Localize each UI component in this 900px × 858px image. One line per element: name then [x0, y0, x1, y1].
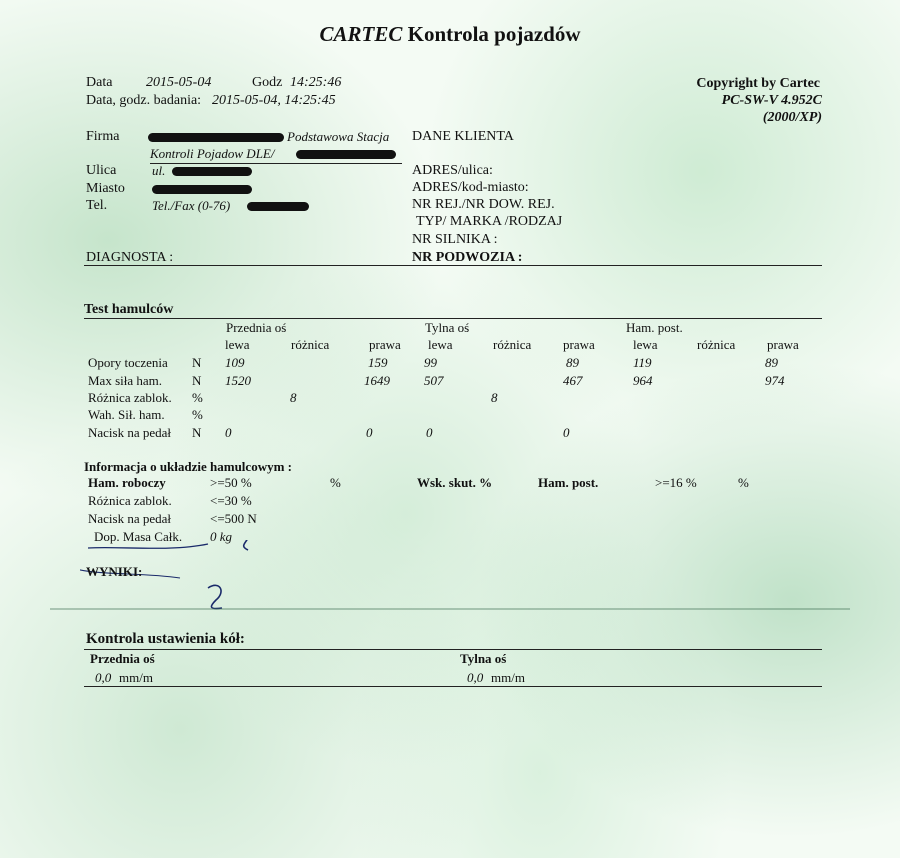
- park-right-value: 974: [765, 373, 785, 388]
- row-unit: N: [192, 355, 202, 370]
- brake-test-title: Test hamulców: [84, 302, 174, 317]
- col-prawa: prawa: [767, 337, 799, 352]
- front-axle-value: 0,0: [95, 670, 112, 685]
- rear-left-value: 0: [426, 425, 433, 440]
- firma-label: Firma: [86, 129, 120, 144]
- wyniki-label: WYNIKI:: [86, 564, 143, 579]
- ham-post-unit: %: [738, 475, 749, 490]
- adres-ulica: ADRES/ulica:: [412, 163, 493, 178]
- group-parking: Ham. post.: [626, 320, 683, 335]
- front-left-value: 109: [225, 355, 245, 370]
- data-value: 2015-05-04: [146, 75, 212, 90]
- front-left-value: 0: [225, 425, 232, 440]
- nacisk-label: Nacisk na pedał: [88, 511, 172, 526]
- front-right-value: 0: [366, 425, 373, 440]
- row-unit: %: [192, 407, 203, 422]
- tel-label: Tel.: [86, 198, 108, 213]
- front-axle-unit: mm/m: [119, 670, 153, 685]
- godz-label: Godz: [252, 75, 283, 90]
- dop-masa-label: Dop. Masa Całk.: [94, 529, 183, 544]
- rear-right-value: 467: [563, 373, 583, 388]
- park-left-value: 119: [633, 355, 652, 370]
- col-prawa: prawa: [369, 337, 401, 352]
- front-axle-label: Przednia oś: [90, 651, 155, 666]
- version: PC-SW-V 4.952C: [721, 93, 822, 108]
- col-lewa: lewa: [428, 337, 453, 352]
- ham-roboczy-unit: %: [330, 475, 341, 490]
- front-diff-value: 8: [290, 390, 297, 405]
- badania-value: 2015-05-04, 14:25:45: [212, 93, 336, 108]
- ham-post-label: Ham. post.: [538, 475, 599, 490]
- firma-line2: Kontroli Pojadow DLE/: [150, 146, 275, 161]
- godz-value: 14:25:46: [290, 75, 342, 90]
- row-unit: N: [192, 373, 202, 388]
- row-label: Nacisk na pedał: [88, 425, 172, 440]
- miasto-label: Miasto: [86, 181, 125, 196]
- row-label: Max siła ham.: [88, 373, 163, 388]
- adres-kod: ADRES/kod-miasto:: [412, 180, 529, 195]
- rear-axle-unit: mm/m: [491, 670, 525, 685]
- rear-right-value: 0: [563, 425, 570, 440]
- park-left-value: 964: [633, 373, 653, 388]
- row-label: Wah. Sił. ham.: [88, 407, 165, 422]
- rear-axle-value: 0,0: [467, 670, 484, 685]
- ulica-label: Ulica: [86, 163, 117, 178]
- data-label: Data: [86, 75, 113, 90]
- rear-diff-value: 8: [491, 390, 498, 405]
- col-prawa: prawa: [563, 337, 595, 352]
- rear-right-value: 89: [566, 355, 579, 370]
- info-title: Informacja o układzie hamulcowym :: [84, 459, 292, 474]
- front-left-value: 1520: [225, 373, 251, 388]
- nacisk-value: <=500 N: [210, 511, 257, 526]
- col-roznica: różnica: [291, 337, 330, 352]
- park-right-value: 89: [765, 355, 778, 370]
- roznica-value: <=30 %: [210, 493, 252, 508]
- firma-value: Podstawowa Stacja: [287, 129, 390, 144]
- group-front: Przednia oś: [226, 320, 287, 335]
- group-rear: Tylna oś: [425, 320, 470, 335]
- nr-silnika: NR SILNIKA :: [412, 232, 498, 247]
- col-roznica: różnica: [493, 337, 532, 352]
- redaction-mark: [247, 202, 309, 211]
- document-title: [0, 22, 900, 47]
- diagnosta-label: DIAGNOSTA :: [86, 250, 174, 265]
- row-unit: %: [192, 390, 203, 405]
- rear-axle-label: Tylna oś: [460, 651, 507, 666]
- wheel-title: Kontrola ustawienia kół:: [86, 631, 245, 647]
- os-version: (2000/XP): [762, 110, 822, 125]
- redaction-mark: [152, 185, 252, 194]
- ham-roboczy-label: Ham. roboczy: [88, 475, 166, 490]
- roznica-label: Różnica zablok.: [88, 493, 172, 508]
- ham-post-value: >=16 %: [655, 475, 697, 490]
- rear-left-value: 507: [424, 373, 444, 388]
- wsk-skut: Wsk. skut. %: [417, 475, 493, 490]
- ham-roboczy-value: >=50 %: [210, 475, 252, 490]
- front-right-value: 159: [368, 355, 388, 370]
- row-label: Opory toczenia: [88, 355, 168, 370]
- tel-value: Tel./Fax (0-76): [152, 198, 231, 213]
- row-unit: N: [192, 425, 202, 440]
- redaction-mark: [148, 133, 284, 142]
- handwritten-marks-icon: [80, 540, 280, 630]
- col-roznica: różnica: [697, 337, 736, 352]
- nr-rej: NR REJ./NR DOW. REJ.: [412, 197, 555, 212]
- typ-marka: TYP/ MARKA /RODZAJ: [416, 214, 563, 229]
- ulica-value: ul.: [152, 163, 166, 178]
- client-title: DANE KLIENTA: [412, 129, 514, 144]
- brand-name: CARTEC: [319, 22, 403, 46]
- front-right-value: 1649: [364, 373, 390, 388]
- nr-podwozia: NR PODWOZIA :: [412, 250, 523, 265]
- col-lewa: lewa: [225, 337, 250, 352]
- row-label: Różnica zablok.: [88, 390, 172, 405]
- title-text: Kontrola pojazdów: [407, 22, 581, 46]
- copyright: Copyright by Cartec: [696, 76, 820, 91]
- dop-masa-value: 0 kg: [210, 529, 233, 544]
- rear-left-value: 99: [424, 355, 437, 370]
- badania-label: Data, godz. badania:: [86, 93, 202, 108]
- redaction-mark: [296, 150, 396, 159]
- redaction-mark: [172, 167, 252, 176]
- col-lewa: lewa: [633, 337, 658, 352]
